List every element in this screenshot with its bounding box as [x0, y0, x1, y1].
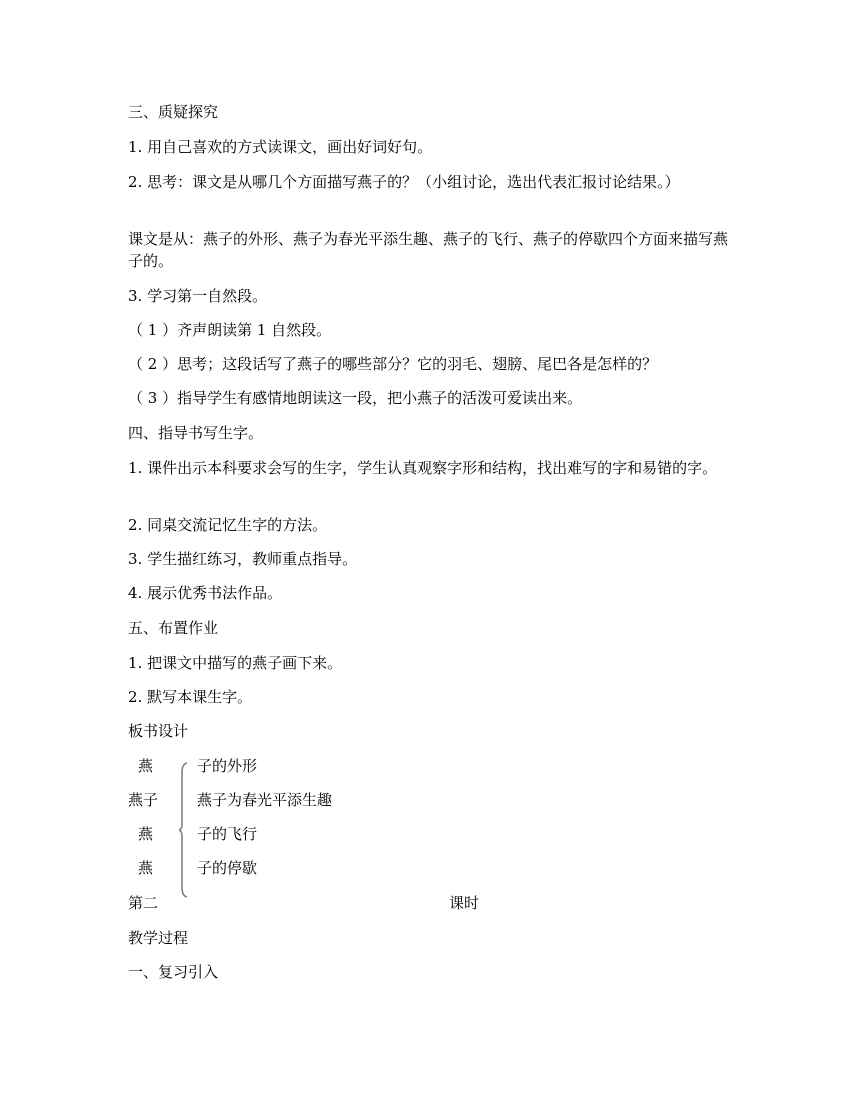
- board-right-1: 子的外形: [197, 757, 258, 775]
- section-3-heading: 三、质疑探究: [128, 103, 219, 121]
- section-3-item-3: 3. 学习第一自然段。: [128, 287, 268, 305]
- section-4-item-3: 3. 学生描红练习，教师重点指导。: [128, 550, 358, 568]
- board-right-3: 子的飞行: [197, 825, 258, 843]
- section-3-item-2: 2. 思考：课文是从哪几个方面描写燕子的？（小组讨论，选出代表汇报讨论结果。）: [128, 173, 680, 191]
- teaching-process-heading: 教学过程: [128, 929, 189, 947]
- board-left-2: 燕子: [128, 791, 159, 809]
- section-4-heading: 四、指导书写生字。: [128, 424, 264, 442]
- lesson-number-suffix: 课时: [449, 894, 480, 912]
- section-4-item-2: 2. 同桌交流记忆生字的方法。: [128, 516, 328, 534]
- board-right-4: 子的停歇: [197, 859, 258, 877]
- section-3-answer: 课文是从：燕子的外形、燕子为春光平添生趣、燕子的飞行、燕子的停歇四个方面来描写燕子的。: [128, 230, 729, 270]
- board-brace: [179, 761, 189, 899]
- board-left-4: 燕: [138, 859, 154, 877]
- section-3-sub-3: （ 3 ）指导学生有感情地朗读这一段，把小燕子的活泼可爱读出来。: [128, 389, 583, 407]
- review-heading: 一、复习引入: [128, 963, 219, 981]
- board-left-1: 燕: [138, 757, 154, 775]
- board-left-3: 燕: [138, 825, 154, 843]
- section-3-item-1: 1. 用自己喜欢的方式读课文，画出好词好句。: [128, 138, 433, 156]
- section-4-item-1: 1. 课件出示本科要求会写的生字，学生认真观察字形和结构，找出难写的字和易错的字。: [128, 459, 718, 477]
- section-4-item-4: 4. 展示优秀书法作品。: [128, 584, 283, 602]
- section-5-heading: 五、布置作业: [128, 619, 219, 637]
- board-title: 板书设计: [128, 722, 189, 740]
- section-3-sub-2: （ 2 ）思考；这段话写了燕子的哪些部分？它的羽毛、翅膀、尾巴各是怎样的？: [128, 355, 658, 373]
- board-right-2: 燕子为春光平添生趣: [197, 791, 333, 809]
- lesson-number-prefix: 第二: [128, 894, 159, 912]
- section-5-item-1: 1. 把课文中描写的燕子画下来。: [128, 654, 343, 672]
- section-5-item-2: 2. 默写本课生字。: [128, 688, 253, 706]
- section-3-sub-1: （ 1 ）齐声朗读第 1 自然段。: [128, 321, 332, 339]
